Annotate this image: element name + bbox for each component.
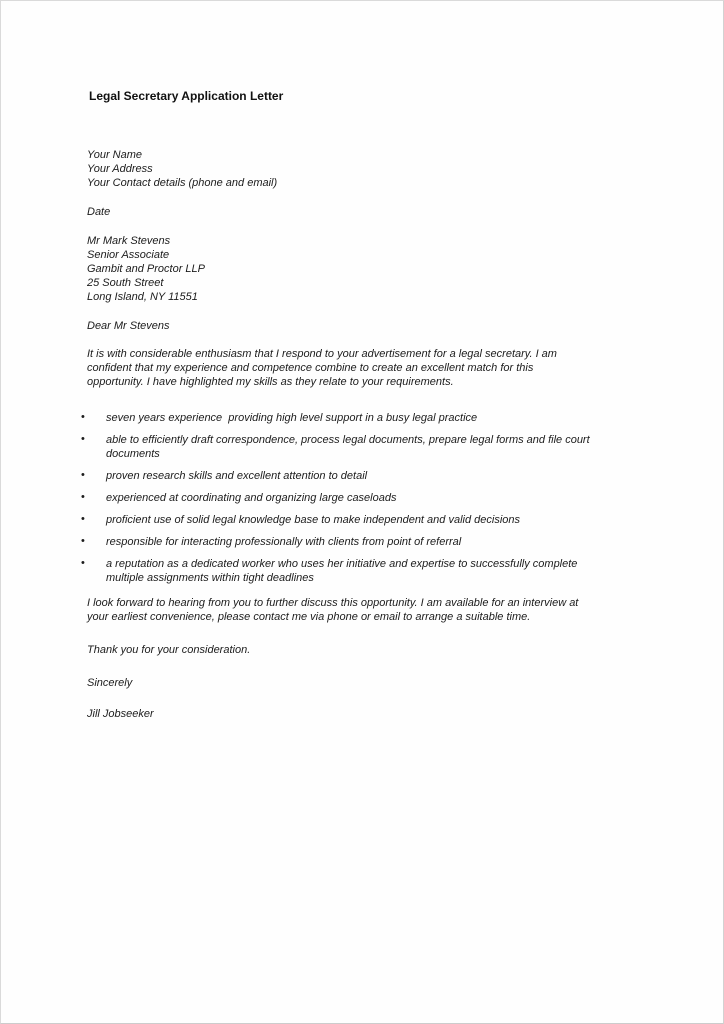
bullet-icon: • (81, 433, 85, 445)
sender-address: Your Address (87, 163, 153, 175)
sender-contact: Your Contact details (phone and email) (87, 177, 278, 189)
paragraph-line: confident that my experience and competence combine to create an excellent match for this (87, 362, 534, 374)
recipient-city: Long Island, NY 11551 (87, 291, 198, 303)
list-item (81, 433, 687, 461)
letter-content (1, 1, 723, 721)
bullet-icon: • (81, 469, 85, 481)
skill-line: documents (106, 448, 160, 460)
signature-name: Jill Jobseeker (87, 708, 154, 720)
sender-block (87, 148, 687, 190)
paragraph-line: It is with considerable enthusiasm that I respond to your advertisement for a legal secretary. I am (87, 348, 557, 360)
salutation: Dear Mr Stevens (87, 320, 170, 332)
list-item (81, 535, 687, 549)
closing-paragraph (87, 596, 687, 624)
skill-line: responsible for interacting professionally with clients from point of referral (106, 536, 462, 548)
skill-line: multiple assignments within tight deadlines (106, 572, 314, 584)
bullet-icon: • (81, 557, 85, 569)
sender-name: Your Name (87, 149, 143, 161)
list-item (81, 491, 687, 505)
list-item (81, 513, 687, 527)
skill-line: seven years experience providing high level support in a busy legal practice (106, 412, 478, 424)
skill-line: proven research skills and excellent attention to detail (106, 470, 368, 482)
recipient-street: 25 South Street (87, 277, 164, 289)
document-title: Legal Secretary Application Letter (89, 89, 284, 103)
list-item (81, 557, 687, 585)
paragraph-line: I look forward to hearing from you to further discuss this opportunity. I am available for an interview at (87, 597, 579, 609)
recipient-name: Mr Mark Stevens (87, 235, 171, 247)
recipient-block (87, 234, 687, 304)
bullet-icon: • (81, 535, 85, 547)
skill-line: able to efficiently draft correspondence, process legal documents, prepare legal forms and file court (106, 434, 590, 446)
intro-paragraph (87, 347, 687, 389)
date-line: Date (87, 206, 111, 218)
recipient-job-title: Senior Associate (87, 249, 170, 261)
bullet-icon: • (81, 513, 85, 525)
bullet-icon: • (81, 491, 85, 503)
skill-line: experienced at coordinating and organizing large caseloads (106, 492, 397, 504)
thanks-line: Thank you for your consideration. (87, 644, 251, 656)
bullet-icon: • (81, 411, 85, 423)
skills-list (81, 411, 687, 585)
paragraph-line: your earliest convenience, please contact me via phone or email to arrange a suitable time. (87, 611, 531, 623)
recipient-company: Gambit and Proctor LLP (87, 263, 206, 275)
skill-line: proficient use of solid legal knowledge base to make independent and valid decisions (106, 514, 520, 526)
signoff-line: Sincerely (87, 677, 133, 689)
skill-line: a reputation as a dedicated worker who uses her initiative and expertise to successfully complete (106, 558, 578, 570)
list-item (81, 411, 687, 425)
paragraph-line: opportunity. I have highlighted my skills as they relate to your requirements. (87, 376, 454, 388)
list-item (81, 469, 687, 483)
